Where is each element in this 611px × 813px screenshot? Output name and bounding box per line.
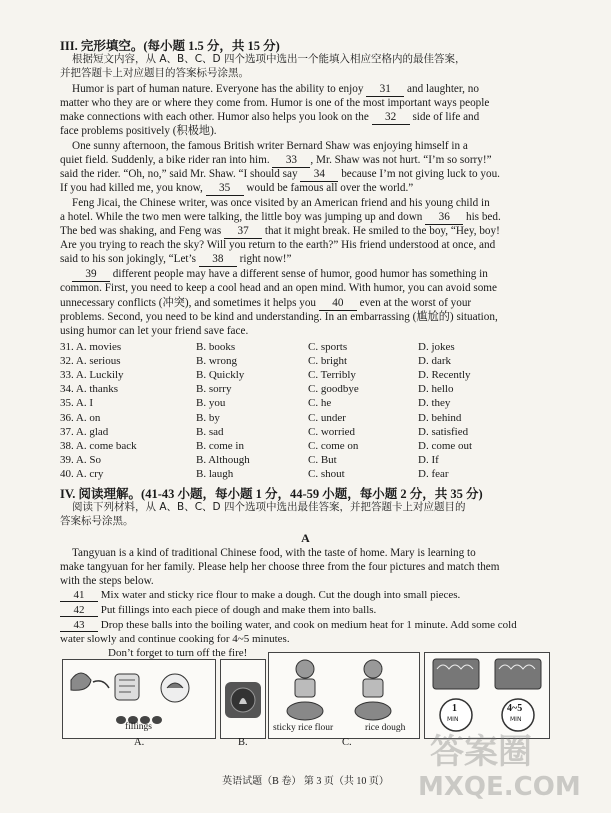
- option-item: D. they: [418, 397, 451, 410]
- option-item: D. Recently: [418, 369, 471, 382]
- option-item: 34. A. thanks: [60, 383, 119, 396]
- passage-line: One sunny afternoon, the famous British writer Bernard Shaw was enjoying himself in a: [72, 140, 468, 152]
- option-item: C. under: [308, 411, 346, 424]
- passage-line: face problems positively (积极地).: [60, 125, 217, 137]
- picture-b-label: B.: [238, 737, 248, 748]
- step-41: 41 Mix water and sticky rice flour to make a dough. Cut the dough into small pieces.: [60, 589, 460, 602]
- option-item: C. Terribly: [308, 369, 356, 382]
- option-item: 35. A. I: [60, 397, 93, 410]
- picture-c-label: C.: [342, 737, 352, 748]
- blank-40: 40: [319, 296, 357, 311]
- option-item: 31. A. movies: [60, 341, 122, 353]
- option-item: B. by: [196, 411, 220, 424]
- section-3-heading: III. 完形填空。(每小题 1.5 分，共 15 分): [60, 39, 280, 53]
- timer-2-unit: MIN: [510, 716, 522, 723]
- blank-39: 39: [72, 267, 110, 282]
- passage-line: matter who they are or where they come from. Humor is one of the most important ways people: [60, 97, 490, 109]
- passage-line: quiet field. Suddenly, a bike rider ran into him. 33 , Mr. Shaw was not hurt. “I’m so sorry!”: [60, 154, 492, 166]
- option-item: C. he: [308, 397, 332, 410]
- option-row: [60, 341, 530, 355]
- blank-38: 38: [199, 252, 237, 267]
- passage-line: with the steps below.: [60, 575, 154, 587]
- passage-line: common. First, you need to keep a cool head and an open mind. With humor, you can avoid some: [60, 282, 497, 294]
- watermark-logo: 答案圈: [430, 732, 532, 772]
- option-item: B. laugh: [196, 467, 234, 480]
- option-item: C. bright: [308, 355, 348, 368]
- option-item: 39. A. So: [60, 453, 101, 466]
- option-row: [60, 468, 530, 482]
- option-item: 37. A. glad: [60, 425, 109, 438]
- option-item: C. goodbye: [308, 383, 359, 396]
- blank-32: 32: [372, 110, 410, 125]
- option-item: D. jokes: [418, 341, 455, 353]
- page-footer: 英语试题（B 卷） 第 3 页（共 10 页）: [222, 776, 389, 787]
- timer-2-value: 4~5: [507, 703, 523, 714]
- option-item: D. come out: [418, 439, 473, 452]
- stove-illustration: [221, 660, 265, 738]
- picture-a-label: A.: [134, 737, 145, 748]
- option-item: C. shout: [308, 467, 345, 480]
- picture-a: [62, 659, 216, 739]
- option-item: B. wrong: [196, 355, 237, 368]
- passage-a-title: A: [301, 531, 310, 545]
- option-row: [60, 383, 530, 397]
- option-item: 33. A. Luckily: [60, 369, 124, 382]
- passage-line: problems. Second, you need to be kind and understanding. In an embarrassing (尴尬的) situation,: [60, 311, 498, 323]
- passage-line: said the rider. “Oh, no,” said Mr. Shaw. “I should say 34 because I’m not giving luck to you.: [60, 168, 500, 180]
- option-item: C. worried: [308, 425, 356, 438]
- section-4-instruction-cont: 答案标号涂黑。: [60, 515, 134, 527]
- passage-line: The bed was shaking, and Feng was 37 that it might break. He smiled to the boy, “Hey, boy!: [60, 225, 500, 237]
- option-item: B. come in: [196, 439, 244, 452]
- option-row: [60, 412, 530, 426]
- watermark-site: MXQE.COM: [418, 772, 581, 802]
- passage-line: a hotel. While the two men were talking, the little boy was jumping up and down 36 his bed.: [60, 211, 501, 223]
- passage-line: using humor can let your friend save face.: [60, 325, 249, 337]
- passage-line: said to his son jokingly, “Let’s 38 right now!”: [60, 253, 292, 265]
- option-item: 38. A. come back: [60, 439, 137, 452]
- step-43-cont: water slowly and continue cooking for 4~5 minutes.: [60, 633, 290, 645]
- reminder: Don’t forget to turn off the fire!: [108, 647, 248, 659]
- option-item: C. But: [308, 453, 337, 466]
- passage-line: Are you trying to reach the sky? Will you return to the earth?” His friend understood at once, and: [60, 239, 496, 251]
- section-3-instruction: 根据短文内容，从 A、B、C、D 四个选项中选出一个能填入相应空格内的最佳答案，: [72, 53, 466, 65]
- option-item: 32. A. serious: [60, 355, 121, 368]
- option-item: D. behind: [418, 411, 462, 424]
- step-43: 43 Drop these balls into the boiling water, and cook on medium heat for 1 minute. Add some cold: [60, 619, 517, 632]
- blank-34: 34: [300, 167, 338, 182]
- timer-1-value: 1: [452, 703, 457, 714]
- option-row: [60, 440, 530, 454]
- passage-line: make tangyuan for her family. Please help her choose three from the four pictures and match them: [60, 561, 500, 573]
- blank-37: 37: [224, 224, 262, 239]
- option-item: B. sad: [196, 425, 224, 438]
- option-item: B. Quickly: [196, 369, 245, 382]
- option-item: 40. A. cry: [60, 467, 104, 480]
- passage-line: 39 different people may have a different sense of humor, good humor has something in: [72, 267, 562, 282]
- option-item: B. Although: [196, 453, 250, 466]
- option-row: [60, 426, 530, 440]
- option-item: D. hello: [418, 383, 454, 396]
- section-3-instruction-cont: 并把答题卡上对应题目的答案标号涂黑。: [60, 67, 249, 79]
- option-row: [60, 369, 530, 383]
- passage-line: Feng Jicai, the Chinese writer, was once visited by an American friend and his young child in: [72, 197, 490, 209]
- option-row: [60, 454, 530, 468]
- passage-line: If you had killed me, you know, 35 would be famous all over the world.”: [60, 182, 414, 194]
- section-4-instruction: 阅读下列材料，从 A、B、C、D 四个选项中选出最佳答案，并把答题卡上对应题目的: [72, 501, 466, 513]
- passage-line: unnecessary conflicts (冲突), and sometimes it helps you 40 even at the worst of your: [60, 297, 472, 309]
- option-item: D. dark: [418, 355, 451, 368]
- picture-a-caption: fillings: [125, 722, 152, 732]
- option-item: C. sports: [308, 341, 348, 353]
- picture-c: [268, 652, 420, 739]
- option-item: C. come on: [308, 439, 359, 452]
- passage-line: make connections with each other. Humor also helps you look on the 32 side of life and: [60, 111, 480, 123]
- picture-c-caption-dough: rice dough: [365, 723, 406, 733]
- option-item: B. books: [196, 341, 236, 353]
- option-item: B. you: [196, 397, 226, 410]
- blank-31: 31: [366, 82, 404, 97]
- blank-36: 36: [425, 210, 463, 225]
- blank-33: 33: [272, 153, 310, 168]
- option-item: 36. A. on: [60, 411, 101, 424]
- option-row: [60, 397, 530, 411]
- timer-1-unit: MIN: [447, 716, 459, 723]
- passage-line: Tangyuan is a kind of traditional Chinese food, with the taste of home. Mary is learning to: [72, 547, 476, 559]
- section-4-heading: IV. 阅读理解。(41-43 小题，每小题 1 分，44-59 小题，每小题 2 分，共 35 分): [60, 487, 483, 501]
- option-item: D. If: [418, 453, 439, 466]
- option-row: [60, 355, 530, 369]
- passage-line: Humor is part of human nature. Everyone has the ability to enjoy 31 and laughter, no: [72, 83, 479, 95]
- picture-b: [220, 659, 266, 739]
- option-item: B. sorry: [196, 383, 232, 396]
- blank-35: 35: [206, 181, 244, 196]
- option-item: D. fear: [418, 467, 449, 480]
- step-42: 42 Put fillings into each piece of dough and make them into balls.: [60, 604, 376, 617]
- picture-c-caption-flour: sticky rice flour: [273, 723, 334, 733]
- option-item: D. satisfied: [418, 425, 469, 438]
